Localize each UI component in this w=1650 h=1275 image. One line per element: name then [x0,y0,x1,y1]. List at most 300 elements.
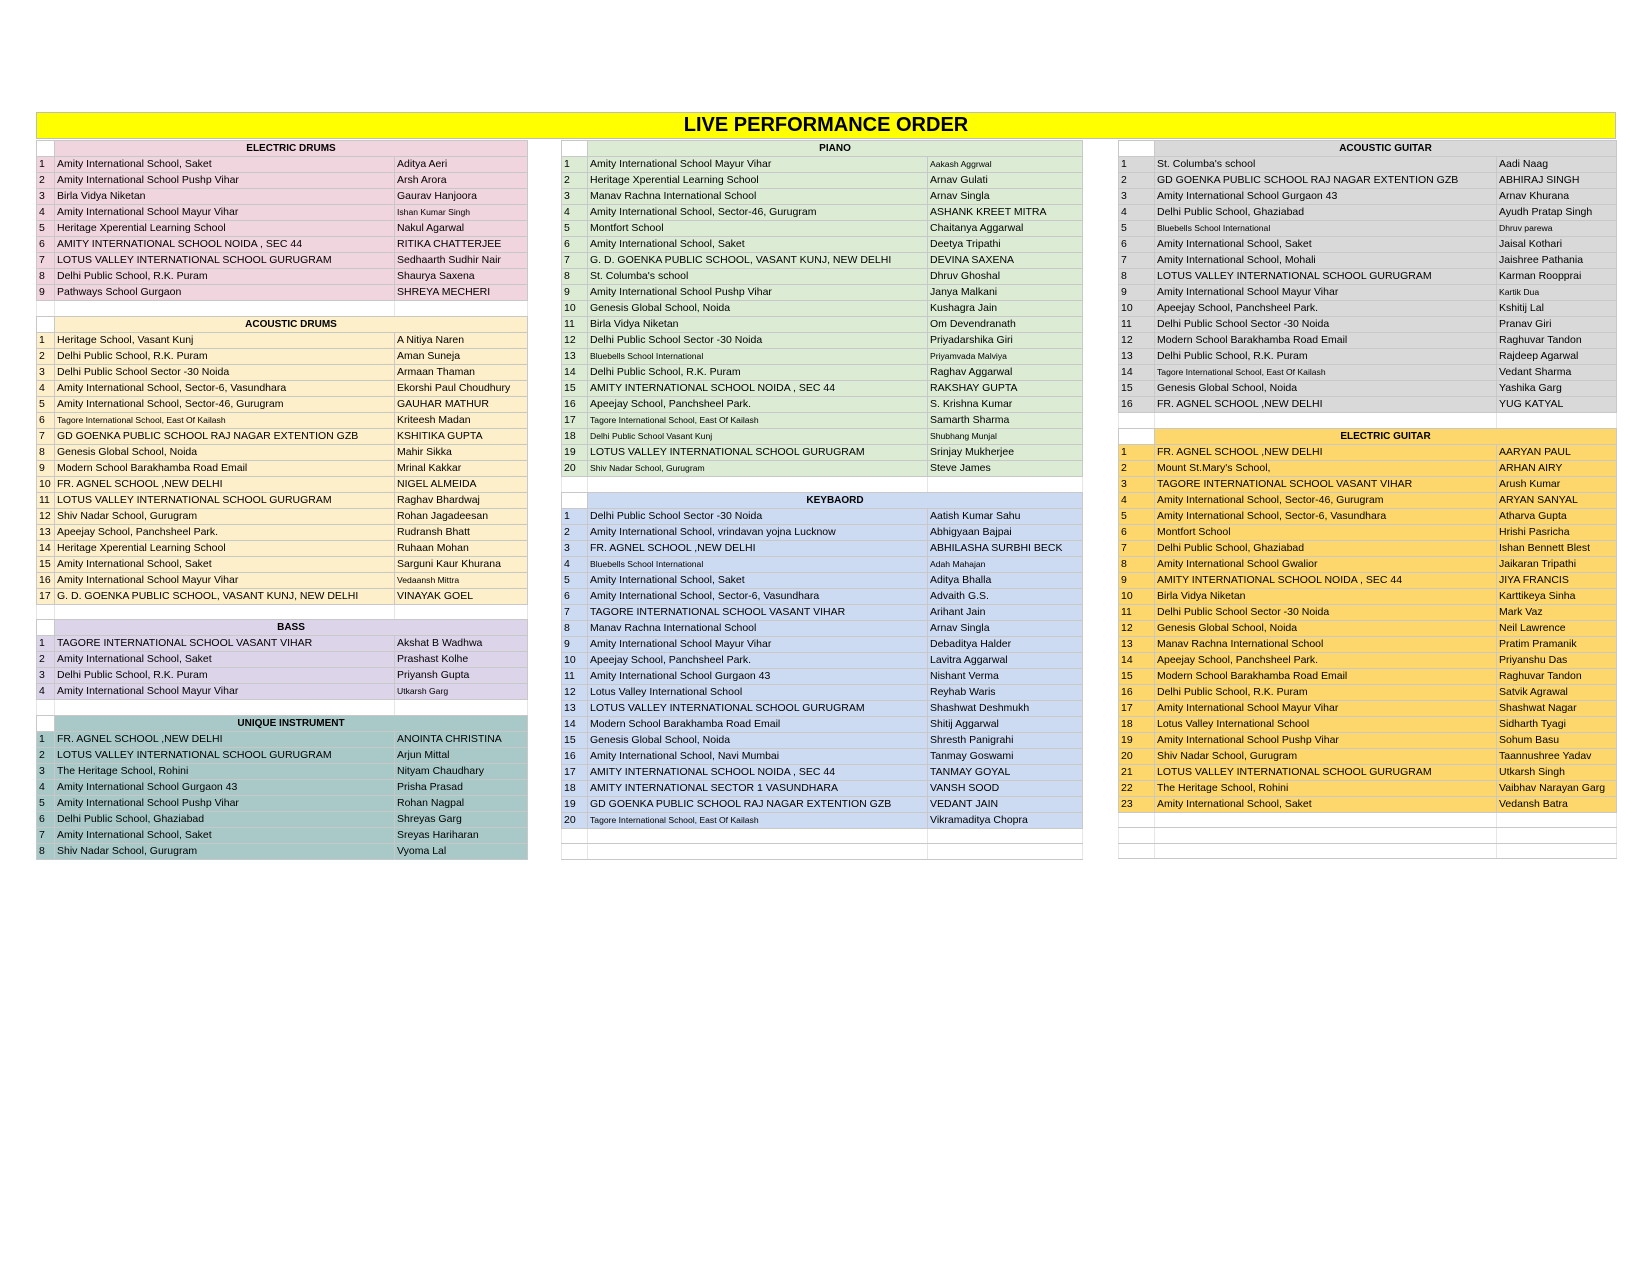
performer-name: Shreyas Garg [395,811,528,827]
school-name: Amity International School, Saket [588,237,928,253]
school-name: Amity International School Mayur Vihar [588,157,928,173]
row-number: 5 [562,221,588,237]
section-header-keybaord [562,492,1083,508]
row-number: 2 [37,652,55,668]
school-name: Manav Rachna International School [588,189,928,205]
table-row [37,827,528,843]
school-name: Apeejay School, Panchsheel Park. [55,524,395,540]
empty-cell [588,477,928,493]
performer-name: Prisha Prasad [395,779,528,795]
school-name: Genesis Global School, Noida [588,301,928,317]
school-name: Amity International School, Sector-6, Vasundhara [588,588,928,604]
section-title: ELECTRIC DRUMS [55,141,528,157]
table-row [1119,668,1617,684]
school-name: AMITY INTERNATIONAL SCHOOL NOIDA , SEC 44 [588,381,928,397]
section-title: PIANO [588,141,1083,157]
table-row [562,604,1083,620]
empty-cell [1119,812,1155,828]
row-number: 11 [37,492,55,508]
row-number: 13 [1119,349,1155,365]
header-number-cell [37,141,55,157]
row-number: 1 [1119,444,1155,460]
performer-name: Gaurav Hanjoora [395,189,528,205]
school-name: Amity International School, Sector-6, Vasundhara [1155,508,1497,524]
performer-name: ABHIRAJ SINGH [1497,173,1617,189]
row-number: 15 [1119,668,1155,684]
school-name: Montfort School [1155,524,1497,540]
row-number: 9 [37,460,55,476]
row-number: 3 [1119,189,1155,205]
table-row [37,747,528,763]
performer-name: Pratim Pramanik [1497,636,1617,652]
performer-name: Taannushree Yadav [1497,748,1617,764]
performer-name: Debaditya Halder [928,636,1083,652]
row-number: 19 [562,796,588,812]
performer-name: Deetya Tripathi [928,237,1083,253]
table-row [562,556,1083,572]
school-name: GD GOENKA PUBLIC SCHOOL RAJ NAGAR EXTENTION GZB [588,796,928,812]
row-number: 13 [1119,636,1155,652]
school-name: Amity International School Gurgaon 43 [588,668,928,684]
performer-name: Akshat B Wadhwa [395,636,528,652]
school-name: Tagore International School, East Of Kailash [588,413,928,429]
performer-name: ARHAN AIRY [1497,460,1617,476]
table-row [1119,301,1617,317]
row-number: 4 [37,684,55,700]
performer-name: Vedansh Batra [1497,796,1617,812]
performer-name: Jaikaran Tripathi [1497,556,1617,572]
empty-cell [1497,843,1617,859]
performer-name: Abhigyaan Bajpai [928,524,1083,540]
schedule-table [1118,140,1617,859]
performer-name: Janya Malkani [928,285,1083,301]
performer-name: Jaishree Pathania [1497,253,1617,269]
empty-cell [1497,812,1617,828]
row-number: 18 [1119,716,1155,732]
row-number: 22 [1119,780,1155,796]
table-row [562,764,1083,780]
section-header-acoustic-drums [37,316,528,332]
row-number: 2 [37,747,55,763]
table-row [37,205,528,221]
row-number: 16 [37,572,55,588]
performer-name: Vedant Sharma [1497,365,1617,381]
school-name: Amity International School, Saket [588,572,928,588]
school-name: Amity International School Mayur Vihar [55,684,395,700]
row-number: 4 [562,205,588,221]
school-name: Manav Rachna International School [588,620,928,636]
performer-name: Nakul Agarwal [395,221,528,237]
performer-name: Nishant Verma [928,668,1083,684]
row-number: 19 [562,445,588,461]
blank-row [562,828,1083,844]
performer-name: Atharva Gupta [1497,508,1617,524]
row-number: 11 [1119,317,1155,333]
table-row [1119,333,1617,349]
performer-name: Kartik Dua [1497,285,1617,301]
school-name: Delhi Public School, R.K. Puram [55,348,395,364]
row-number: 11 [1119,604,1155,620]
performer-name: ARYAN SANYAL [1497,492,1617,508]
row-number: 12 [562,333,588,349]
performer-name: Armaan Thaman [395,364,528,380]
performer-name: Utkarsh Singh [1497,764,1617,780]
empty-cell [562,477,588,493]
performer-name: Aakash Aggrwal [928,157,1083,173]
performer-name: Ishan Kumar Singh [395,205,528,221]
table-row [562,317,1083,333]
row-number: 8 [37,444,55,460]
performer-name: Dhruv parewa [1497,221,1617,237]
table-row [37,508,528,524]
table-row [1119,397,1617,413]
school-name: Modern School Barakhamba Road Email [588,716,928,732]
school-name: Modern School Barakhamba Road Email [1155,333,1497,349]
empty-cell [1119,413,1155,429]
table-row [1119,508,1617,524]
row-number: 10 [1119,588,1155,604]
school-name: AMITY INTERNATIONAL SCHOOL NOIDA , SEC 44 [55,237,395,253]
performer-name: Priyansh Gupta [395,668,528,684]
table-row [1119,524,1617,540]
table-row [37,795,528,811]
school-name: Pathways School Gurgaon [55,285,395,301]
school-name: Delhi Public School Sector -30 Noida [588,508,928,524]
school-name: Birla Vidya Niketan [55,189,395,205]
row-number: 2 [562,524,588,540]
school-name: Shiv Nadar School, Gurugram [55,508,395,524]
row-number: 2 [37,348,55,364]
performer-name: ABHILASHA SURBHI BECK [928,540,1083,556]
school-name: Amity International School, Saket [1155,796,1497,812]
performer-name: VANSH SOOD [928,780,1083,796]
table-row [562,588,1083,604]
table-row [562,508,1083,524]
row-number: 14 [37,540,55,556]
row-number: 8 [37,269,55,285]
row-number: 17 [37,588,55,604]
performer-name: Pranav Giri [1497,317,1617,333]
school-name: Tagore International School, East Of Kailash [588,812,928,828]
row-number: 16 [1119,397,1155,413]
school-name: Bluebells School International [588,556,928,572]
school-name: Lotus Valley International School [588,684,928,700]
empty-cell [928,828,1083,844]
section-title: ACOUSTIC DRUMS [55,316,528,332]
row-number: 19 [1119,732,1155,748]
table-row [562,157,1083,173]
performer-name: RAKSHAY GUPTA [928,381,1083,397]
table-row [37,636,528,652]
school-name: Delhi Public School, R.K. Puram [55,269,395,285]
empty-cell [395,700,528,716]
empty-cell [55,700,395,716]
row-number: 12 [1119,333,1155,349]
row-number: 5 [37,396,55,412]
table-row [1119,157,1617,173]
row-number: 1 [1119,157,1155,173]
school-name: TAGORE INTERNATIONAL SCHOOL VASANT VIHAR [1155,476,1497,492]
table-row [562,173,1083,189]
header-number-cell [37,620,55,636]
table-row [37,731,528,747]
performer-name: Shresth Panigrahi [928,732,1083,748]
table-row [37,540,528,556]
schedule-table [36,140,528,860]
column-3 [1118,140,1617,859]
performer-name: Kushagra Jain [928,301,1083,317]
table-row [37,524,528,540]
header-number-cell [562,141,588,157]
performer-name: Raghav Bhardwaj [395,492,528,508]
performer-name: Sreyas Hariharan [395,827,528,843]
school-name: Shiv Nadar School, Gurugram [55,843,395,859]
table-row [1119,540,1617,556]
table-row [562,636,1083,652]
row-number: 13 [37,524,55,540]
school-name: Delhi Public School, Ghaziabad [1155,540,1497,556]
performer-name: Chaitanya Aggarwal [928,221,1083,237]
performer-name: KSHITIKA GUPTA [395,428,528,444]
section-header-unique-instrument [37,715,528,731]
school-name: Shiv Nadar School, Gurugram [588,461,928,477]
blank-row [37,604,528,620]
section-header-acoustic-guitar [1119,141,1617,157]
performer-name: ASHANK KREET MITRA [928,205,1083,221]
performer-name: Karman Roopprai [1497,269,1617,285]
empty-cell [928,477,1083,493]
blank-row [1119,843,1617,859]
school-name: Apeejay School, Panchsheel Park. [588,652,928,668]
school-name: Amity International School, Saket [55,556,395,572]
table-row [562,700,1083,716]
section-title: UNIQUE INSTRUMENT [55,715,528,731]
section-title: BASS [55,620,528,636]
performer-name: Priyanshu Das [1497,652,1617,668]
performer-name: Aman Suneja [395,348,528,364]
table-row [1119,381,1617,397]
table-row [1119,444,1617,460]
row-number: 4 [562,556,588,572]
performer-name: Karttikeya Sinha [1497,588,1617,604]
row-number: 11 [562,668,588,684]
school-name: AMITY INTERNATIONAL SCHOOL NOIDA , SEC 44 [588,764,928,780]
table-row [37,380,528,396]
school-name: The Heritage School, Rohini [1155,780,1497,796]
performer-name: Tanmay Goswami [928,748,1083,764]
section-header-bass [37,620,528,636]
column-2 [561,140,1083,860]
row-number: 5 [37,795,55,811]
header-number-cell [562,492,588,508]
performer-name: Shaurya Saxena [395,269,528,285]
performer-name: Satvik Agrawal [1497,684,1617,700]
row-number: 1 [562,157,588,173]
school-name: Amity International School Mayur Vihar [588,636,928,652]
performer-name: Neil Lawrence [1497,620,1617,636]
table-row [37,189,528,205]
table-row [37,237,528,253]
school-name: LOTUS VALLEY INTERNATIONAL SCHOOL GURUGRAM [588,700,928,716]
school-name: Amity International School, vrindavan yojna Lucknow [588,524,928,540]
table-row [1119,780,1617,796]
table-row [1119,460,1617,476]
row-number: 12 [37,508,55,524]
table-row [37,157,528,173]
table-row [37,285,528,301]
school-name: Delhi Public School, R.K. Puram [55,668,395,684]
table-row [562,748,1083,764]
school-name: FR. AGNEL SCHOOL ,NEW DELHI [588,540,928,556]
performer-name: Arnav Singla [928,189,1083,205]
empty-cell [37,604,55,620]
performer-name: Samarth Sharma [928,413,1083,429]
table-row [1119,237,1617,253]
table-row [562,461,1083,477]
row-number: 4 [1119,205,1155,221]
row-number: 4 [37,779,55,795]
performer-name: Ishan Bennett Blest [1497,540,1617,556]
row-number: 12 [1119,620,1155,636]
row-number: 8 [1119,556,1155,572]
school-name: Delhi Public School, R.K. Puram [1155,349,1497,365]
performer-name: Priyamvada Malviya [928,349,1083,365]
table-row [562,221,1083,237]
school-name: Amity International School, Saket [55,652,395,668]
table-row [562,269,1083,285]
blank-row [1119,413,1617,429]
table-row [562,205,1083,221]
table-row [1119,684,1617,700]
table-row [37,428,528,444]
table-row [1119,317,1617,333]
table-row [37,684,528,700]
performer-name: Arnav Gulati [928,173,1083,189]
table-row [562,429,1083,445]
performer-name: Utkarsh Garg [395,684,528,700]
performer-name: TANMAY GOYAL [928,764,1083,780]
performer-name: Arnav Khurana [1497,189,1617,205]
table-row [562,349,1083,365]
row-number: 3 [37,189,55,205]
school-name: TAGORE INTERNATIONAL SCHOOL VASANT VIHAR [55,636,395,652]
performer-name: NIGEL ALMEIDA [395,476,528,492]
school-name: Amity International School, Sector-46, Gurugram [1155,492,1497,508]
schedule-table [561,140,1083,860]
school-name: St. Columba's school [1155,157,1497,173]
row-number: 20 [1119,748,1155,764]
school-name: Birla Vidya Niketan [588,317,928,333]
performer-name: S. Krishna Kumar [928,397,1083,413]
school-name: LOTUS VALLEY INTERNATIONAL SCHOOL GURUGRAM [1155,269,1497,285]
table-row [37,348,528,364]
empty-cell [1155,812,1497,828]
table-row [37,572,528,588]
row-number: 9 [1119,285,1155,301]
school-name: Apeejay School, Panchsheel Park. [588,397,928,413]
performer-name: Arsh Arora [395,173,528,189]
performer-name: Arnav Singla [928,620,1083,636]
row-number: 6 [1119,237,1155,253]
row-number: 16 [562,397,588,413]
performer-name: A Nitiya Naren [395,332,528,348]
row-number: 13 [562,700,588,716]
empty-cell [395,604,528,620]
performer-name: Aditya Bhalla [928,572,1083,588]
row-number: 21 [1119,764,1155,780]
row-number: 8 [1119,269,1155,285]
table-row [562,524,1083,540]
school-name: AMITY INTERNATIONAL SCHOOL NOIDA , SEC 44 [1155,572,1497,588]
performer-name: Priyadarshika Giri [928,333,1083,349]
performer-name: JIYA FRANCIS [1497,572,1617,588]
performer-name: Ayudh Pratap Singh [1497,205,1617,221]
row-number: 7 [1119,540,1155,556]
empty-cell [1119,843,1155,859]
empty-cell [562,844,588,860]
school-name: Amity International School, Saket [1155,237,1497,253]
performer-name: Shashwat Nagar [1497,700,1617,716]
row-number: 20 [562,461,588,477]
row-number: 10 [37,476,55,492]
table-row [1119,253,1617,269]
row-number: 8 [37,843,55,859]
table-row [562,652,1083,668]
table-row [1119,476,1617,492]
table-row [562,253,1083,269]
empty-cell [1119,828,1155,844]
table-row [1119,556,1617,572]
table-row [1119,748,1617,764]
table-row [1119,796,1617,812]
row-number: 10 [562,301,588,317]
table-row [1119,205,1617,221]
performer-name: Vikramaditya Chopra [928,812,1083,828]
row-number: 18 [562,429,588,445]
school-name: Genesis Global School, Noida [1155,381,1497,397]
performer-name: Sedhaarth Sudhir Nair [395,253,528,269]
table-row [562,684,1083,700]
school-name: Amity International School Mayur Vihar [55,572,395,588]
performer-name: Nityam Chaudhary [395,763,528,779]
school-name: Modern School Barakhamba Road Email [55,460,395,476]
empty-cell [588,828,928,844]
table-row [37,412,528,428]
row-number: 15 [562,732,588,748]
performer-name: Rohan Nagpal [395,795,528,811]
performer-name: Arjun Mittal [395,747,528,763]
row-number: 16 [1119,684,1155,700]
performer-name: Aadi Naag [1497,157,1617,173]
performer-name: Ruhaan Mohan [395,540,528,556]
table-row [562,620,1083,636]
performer-name: Advaith G.S. [928,588,1083,604]
performer-name: Mark Vaz [1497,604,1617,620]
row-number: 10 [562,652,588,668]
school-name: Apeejay School, Panchsheel Park. [1155,652,1497,668]
performer-name: RITIKA CHATTERJEE [395,237,528,253]
performer-name: Adah Mahajan [928,556,1083,572]
school-name: Bluebells School International [588,349,928,365]
empty-cell [1155,828,1497,844]
table-row [1119,764,1617,780]
school-name: Amity International School Pushp Vihar [55,173,395,189]
row-number: 2 [1119,460,1155,476]
performer-name: Ekorshi Paul Choudhury [395,380,528,396]
table-row [562,365,1083,381]
school-name: Amity International School Gwalior [1155,556,1497,572]
row-number: 9 [562,285,588,301]
